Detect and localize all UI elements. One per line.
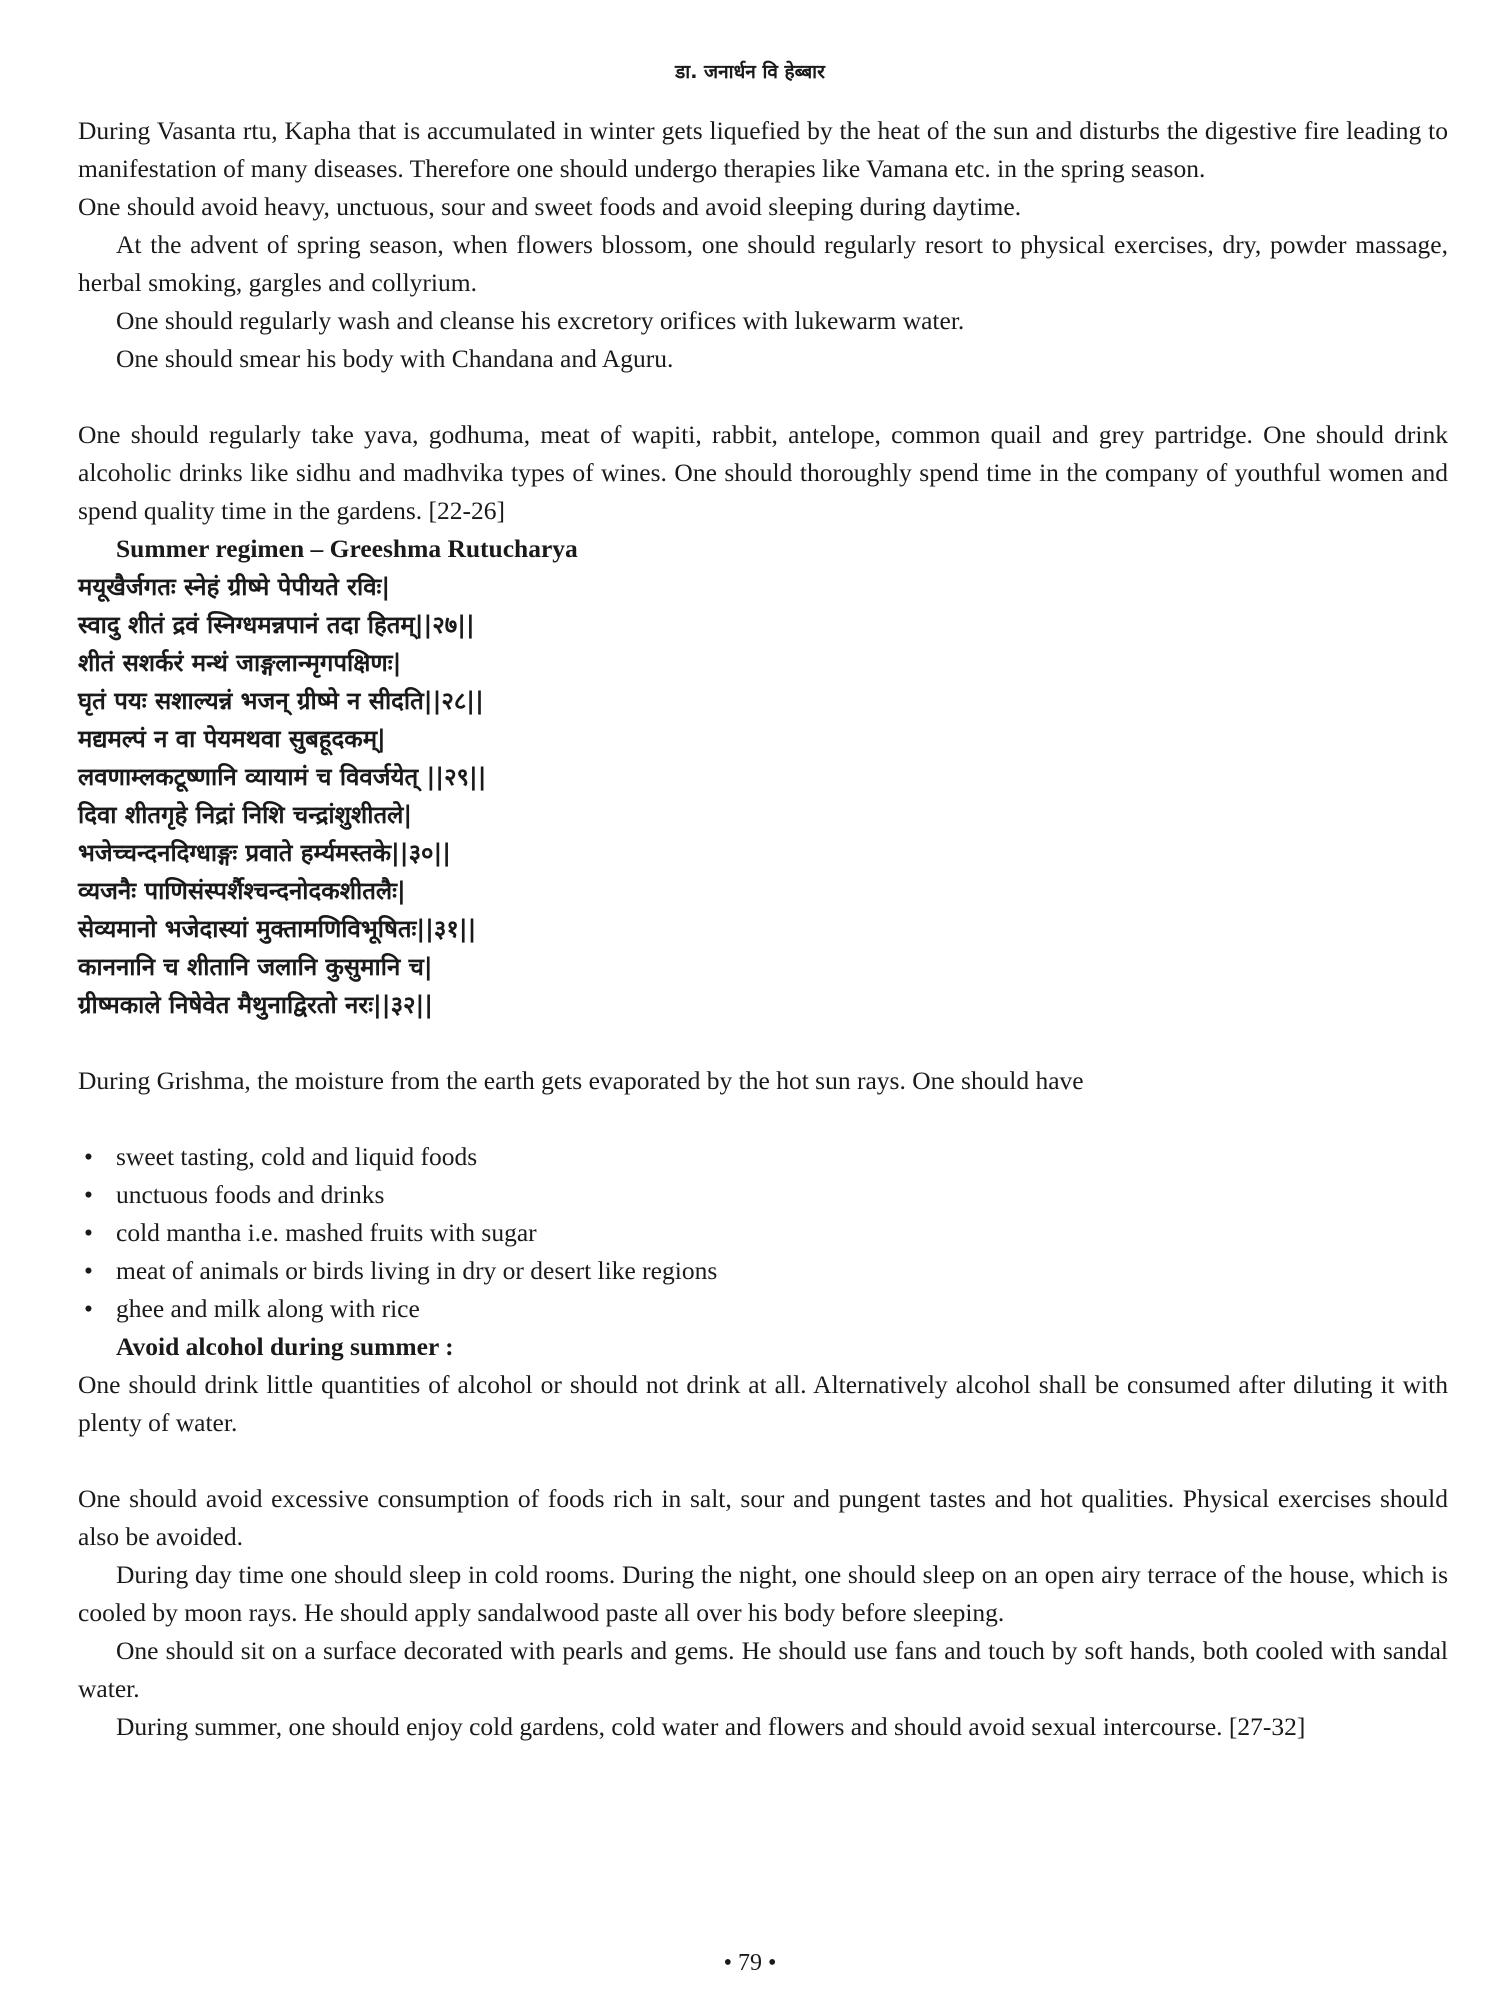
list-item-text: sweet tasting, cold and liquid foods [116, 1142, 478, 1171]
list-item-text: unctuous foods and drinks [116, 1180, 385, 1209]
paragraph-avoid-salt-sour: One should avoid excessive consumption of foods rich in salt, sour and pungent tastes and hot qualities. Physical exercises should also be avoided. [78, 1484, 1448, 1551]
verse-line: मयूखैर्जगतः स्नेहं ग्रीष्मे पेपीयते रविः| [78, 573, 391, 601]
bullet-icon: • [84, 1218, 93, 1247]
paragraph-pearls-gems: One should sit on a surface decorated with pearls and gems. He should use fans and touch by soft hands, both cooled with sandal water. [78, 1636, 1448, 1703]
list-item-text: cold mantha i.e. mashed fruits with sugar [116, 1218, 537, 1247]
verse-line: सेव्यमानो भजेदास्यां मुक्तामणिविभूषितः||३१|| [78, 915, 477, 943]
recommended-foods-list [78, 1138, 1448, 1328]
verse-line: ग्रीष्मकाले निषेवेत मैथुनाद्विरतो नरः||३२|| [78, 991, 434, 1019]
page-number: • 79 • [723, 1950, 777, 1976]
verse-line: लवणाम्लकटूष्णानि व्यायामं च विवर्जयेत् ||२९|| [78, 763, 487, 791]
section-heading-summer-regimen: Summer regimen – Greeshma Rutucharya [116, 534, 578, 563]
list-item [78, 1252, 1448, 1290]
section-heading-avoid-alcohol: Avoid alcohol during summer : [116, 1332, 454, 1361]
verse-line: घृतं पयः सशाल्यन्नं भजन् ग्रीष्मे न सीदति||२८|| [78, 687, 484, 715]
paragraph-vasanta-kapha: During Vasanta rtu, Kapha that is accumulated in winter gets liquefied by the heat of the sun and disturbs the digestive fire leading to manifestation of many diseases. Therefore one should undergo therapies like Vamana etc. in the spring season. [78, 116, 1448, 183]
verse-line: भजेच्चन्दनदिग्धाङ्गः प्रवाते हर्म्यमस्तके||३०|| [78, 839, 452, 867]
list-item-text: ghee and milk along with rice [116, 1294, 420, 1323]
bullet-icon: • [84, 1142, 93, 1171]
list-item-text: meat of animals or birds living in dry or desert like regions [116, 1256, 718, 1285]
sanskrit-verses [78, 568, 1448, 1024]
paragraph-smear-chandana: One should smear his body with Chandana and Aguru. [116, 344, 674, 373]
paragraph-avoid-heavy-foods: One should avoid heavy, unctuous, sour and sweet foods and avoid sleeping during daytime. [78, 192, 1022, 221]
list-item [78, 1214, 1448, 1252]
paragraph-alcohol-quantity: One should drink little quantities of alcohol or should not drink at all. Alternatively alcohol shall be consumed after diluting it with plenty of water. [78, 1370, 1448, 1437]
list-item [78, 1290, 1448, 1328]
running-header: डा. जनार्धन वि हेब्बार [675, 61, 825, 83]
verse-line: काननानि च शीतानि जलानि कुसुमानि च| [78, 953, 433, 981]
verse-line: मद्यमल्पं न वा पेयमथवा सुबहूदकम्| [78, 725, 386, 753]
paragraph-spring-diet: One should regularly take yava, godhuma, meat of wapiti, rabbit, antelope, common quail and grey partridge. One should drink alcoholic drinks like sidhu and madhvika types of wines. One should thoroughly spend time in the company of youthful women and spend quality time in the gardens. [22-26] [78, 420, 1448, 525]
list-item [78, 1138, 1448, 1176]
paragraph-cold-gardens: During summer, one should enjoy cold gardens, cold water and flowers and should avoid sexual intercourse. [27-32] [116, 1712, 1306, 1741]
verse-line: शीतं सशर्करं मन्थं जाङ्गलान्मृगपक्षिणः| [78, 649, 402, 677]
page-body [78, 112, 1448, 1746]
list-item [78, 1176, 1448, 1214]
verse-line: व्यजनैः पाणिसंस्पर्शैश्चन्दनोदकशीतलैः| [78, 877, 406, 905]
paragraph-sleep-cold-rooms: During day time one should sleep in cold rooms. During the night, one should sleep on an open airy terrace of the house, which is cooled by moon rays. He should apply sandalwood paste all over his body before sleeping. [78, 1560, 1448, 1627]
bullet-icon: • [84, 1180, 93, 1209]
bullet-icon: • [84, 1256, 93, 1285]
paragraph-spring-exercises: At the advent of spring season, when flowers blossom, one should regularly resort to physical exercises, dry, powder massage, herbal smoking, gargles and collyrium. [78, 230, 1448, 297]
verse-line: दिवा शीतगृहे निद्रां निशि चन्द्रांशुशीतले| [78, 801, 413, 829]
paragraph-cleanse-orifices: One should regularly wash and cleanse his excretory orifices with lukewarm water. [116, 306, 965, 335]
bullet-icon: • [84, 1294, 93, 1323]
paragraph-grishma-intro: During Grishma, the moisture from the earth gets evaporated by the hot sun rays. One should have [78, 1066, 1084, 1095]
verse-line: स्वादु शीतं द्रवं स्निग्धमन्नपानं तदा हितम्||२७|| [78, 611, 475, 639]
